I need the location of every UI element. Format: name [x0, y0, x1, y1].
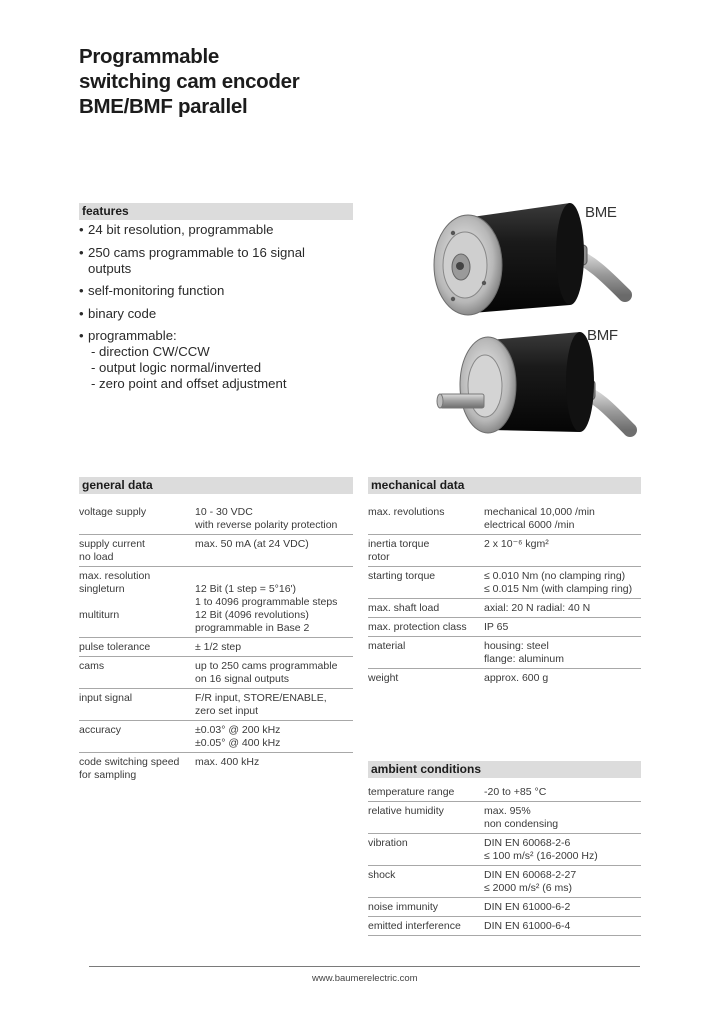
spec-label-line: max. protection class: [368, 621, 467, 633]
spec-value-line: ≤ 0.015 Nm (with clamping ring): [484, 583, 633, 595]
spec-label: [368, 602, 484, 615]
spec-label: [79, 756, 195, 782]
feature-line: binary code: [88, 305, 157, 321]
feature-item: [79, 245, 359, 277]
spec-label-line: supply current: [79, 538, 145, 550]
spec-value: [484, 640, 564, 666]
spec-value-line: 10 - 30 VDC: [195, 506, 253, 518]
spec-value-line: zero set input: [195, 705, 259, 717]
spec-label-line: noise immunity: [368, 901, 439, 913]
spec-value-line: ≤ 0.010 Nm (no clamping ring): [484, 570, 626, 582]
spec-value-line: axial: 20 N radial: 40 N: [484, 602, 591, 614]
general-data-heading: general data: [79, 477, 353, 494]
spec-value-line: 12 Bit (1 step = 5°16'): [195, 583, 297, 595]
spec-row: [79, 503, 353, 535]
feature-line: programmable:: [88, 328, 177, 343]
spec-label-line: pulse tolerance: [79, 641, 151, 653]
spec-row: [79, 753, 353, 784]
spec-value-line: F/R input, STORE/ENABLE,: [195, 692, 327, 704]
feature-text: [88, 245, 305, 277]
spec-label: [368, 672, 484, 685]
spec-label: [79, 506, 195, 532]
bme-encoder-image: [420, 195, 635, 325]
spec-label: [368, 837, 484, 863]
bullet: •: [79, 222, 84, 237]
spec-row: [368, 535, 641, 567]
spec-value: [484, 869, 576, 895]
spec-value: [484, 538, 549, 564]
bmf-label: BMF: [587, 327, 618, 344]
footer-url: www.baumerelectric.com: [312, 973, 418, 984]
spec-label-line: input signal: [79, 692, 133, 704]
spec-value-line: on 16 signal outputs: [195, 673, 289, 685]
title-line: BME/BMF parallel: [79, 95, 248, 118]
feature-item: [79, 328, 359, 392]
spec-value: [195, 660, 337, 686]
mechanical-data-table: [368, 503, 641, 687]
feature-text: [88, 222, 273, 238]
spec-label: [79, 692, 195, 718]
general-data-table: [79, 503, 353, 784]
spec-value: [484, 570, 632, 596]
spec-row: [368, 866, 641, 898]
spec-value-line: with reverse polarity protection: [195, 519, 338, 531]
spec-label-line: [79, 596, 195, 609]
spec-label-line: no load: [79, 551, 114, 563]
spec-label: [79, 570, 195, 635]
spec-label-line: vibration: [368, 837, 408, 849]
mechanical-data-heading: mechanical data: [368, 477, 641, 494]
spec-label-line: material: [368, 640, 406, 652]
spec-row: [368, 503, 641, 535]
spec-label-line: max. shaft load: [368, 602, 440, 614]
spec-label-line: inertia torque: [368, 538, 430, 550]
spec-value: [484, 672, 548, 685]
spec-value: [484, 920, 570, 933]
feature-text: [88, 328, 287, 392]
spec-value: [484, 621, 508, 634]
footer-divider: [89, 966, 640, 967]
spec-label-line: code switching speed: [79, 756, 180, 768]
spec-label-line: for sampling: [79, 769, 137, 781]
spec-value-line: IP 65: [484, 621, 509, 633]
spec-value-line: ±0.05° @ 400 kHz: [195, 737, 281, 749]
spec-label-line: starting torque: [368, 570, 436, 582]
feature-line: self-monitoring function: [88, 283, 225, 298]
spec-label-line: max. revolutions: [368, 506, 445, 518]
spec-row: [368, 802, 641, 834]
spec-value: [195, 570, 337, 635]
spec-label-line: voltage supply: [79, 506, 147, 518]
spec-value-line: 12 Bit (4096 revolutions): [195, 609, 309, 621]
spec-value-line: DIN EN 60068-2-27: [484, 869, 577, 881]
spec-label: [79, 641, 195, 654]
feature-item: [79, 306, 359, 322]
ambient-conditions-heading: ambient conditions: [368, 761, 641, 778]
spec-label: [79, 538, 195, 564]
spec-value-line: max. 95%: [484, 805, 531, 817]
spec-value-line: ≤ 100 m/s² (16-2000 Hz): [484, 850, 598, 862]
spec-value-line: 1 to 4096 programmable steps: [195, 596, 338, 608]
bullet: •: [79, 305, 84, 321]
spec-row: [368, 669, 641, 687]
feature-line: 24 bit resolution, programmable: [88, 222, 274, 237]
spec-row: [79, 721, 353, 753]
bullet: •: [79, 283, 84, 298]
bullet: •: [79, 328, 84, 343]
spec-label: [368, 621, 484, 634]
spec-label: [368, 805, 484, 831]
spec-value-line: up to 250 cams programmable: [195, 660, 338, 672]
spec-value: [484, 506, 595, 532]
feature-line: - zero point and offset adjustment: [91, 376, 287, 391]
spec-value: [195, 641, 241, 654]
spec-label: [368, 640, 484, 666]
spec-label-line: relative humidity: [368, 805, 444, 817]
spec-label: [368, 869, 484, 895]
spec-row: [368, 917, 641, 936]
spec-value-line: programmable in Base 2: [195, 622, 310, 634]
spec-label-line: shock: [368, 869, 396, 881]
spec-label: [368, 786, 484, 799]
spec-label-line: cams: [79, 660, 105, 672]
spec-label-line: rotor: [368, 551, 390, 563]
spec-label: [368, 570, 484, 596]
spec-row: [368, 637, 641, 669]
spec-value: [484, 602, 590, 615]
spec-value: [195, 692, 327, 718]
spec-row: [79, 638, 353, 657]
feature-line: - output logic normal/inverted: [91, 360, 262, 375]
spec-value-line: 2 x 10⁻⁶ kgm²: [484, 538, 549, 550]
spec-label: [368, 506, 484, 532]
spec-value-line: ±0.03° @ 200 kHz: [195, 724, 281, 736]
feature-line: outputs: [88, 260, 132, 276]
spec-value: [484, 786, 546, 799]
spec-value-line: DIN EN 61000-6-4: [484, 920, 571, 932]
spec-row: [368, 834, 641, 866]
spec-value-line: non condensing: [484, 818, 559, 830]
spec-row: [368, 783, 641, 802]
spec-row: [79, 567, 353, 638]
spec-label: [368, 920, 484, 933]
spec-value-line: [195, 570, 337, 583]
spec-value-line: DIN EN 60068-2-6: [484, 837, 571, 849]
feature-text: [88, 306, 156, 322]
spec-value: [484, 837, 598, 863]
spec-value-line: ≤ 2000 m/s² (6 ms): [484, 882, 573, 894]
spec-value-line: -20 to +85 °C: [484, 786, 547, 798]
spec-value-line: max. 50 mA (at 24 VDC): [195, 538, 309, 550]
spec-row: [79, 535, 353, 567]
spec-value: [195, 756, 259, 782]
feature-line: 250 cams programmable to 16 signal: [88, 244, 305, 260]
spec-row: [79, 657, 353, 689]
feature-line: - direction CW/CCW: [91, 344, 210, 359]
spec-label-line: weight: [368, 672, 399, 684]
feature-item: [79, 222, 359, 238]
ambient-conditions-table: [368, 783, 641, 936]
features-heading: features: [79, 203, 353, 220]
spec-value: [195, 506, 337, 532]
bmf-encoder-image: [430, 320, 645, 450]
spec-value: [195, 724, 280, 750]
spec-value: [195, 538, 309, 564]
feature-text: [88, 283, 224, 299]
spec-row: [368, 599, 641, 618]
spec-value-line: DIN EN 61000-6-2: [484, 901, 571, 913]
spec-value: [484, 901, 570, 914]
spec-row: [79, 689, 353, 721]
spec-value-line: mechanical 10,000 /min: [484, 506, 595, 518]
features-list: [79, 222, 359, 399]
spec-value-line: electrical 6000 /min: [484, 519, 575, 531]
spec-value-line: housing: steel: [484, 640, 549, 652]
spec-row: [368, 618, 641, 637]
spec-label: [79, 660, 195, 686]
bme-label: BME: [585, 204, 617, 221]
spec-label: [368, 901, 484, 914]
spec-label-line: temperature range: [368, 786, 455, 798]
spec-row: [368, 567, 641, 599]
spec-label-line: accuracy: [79, 724, 122, 736]
spec-label: [79, 724, 195, 750]
title-line: Programmable: [79, 45, 219, 68]
spec-label-line: max. resolution: [79, 570, 151, 582]
feature-item: [79, 283, 359, 299]
spec-value-line: ± 1/2 step: [195, 641, 242, 653]
spec-value-line: max. 400 kHz: [195, 756, 260, 768]
spec-row: [368, 898, 641, 917]
bullet: •: [79, 244, 84, 260]
spec-value-line: flange: aluminum: [484, 653, 564, 665]
title-line: switching cam encoder: [79, 70, 300, 93]
spec-label-line: multiturn: [79, 609, 120, 621]
spec-label-line: singleturn: [79, 583, 125, 595]
spec-label-line: emitted interference: [368, 920, 461, 932]
spec-value-line: approx. 600 g: [484, 672, 549, 684]
spec-value: [484, 805, 558, 831]
spec-label: [368, 538, 484, 564]
page-title: [79, 44, 479, 119]
